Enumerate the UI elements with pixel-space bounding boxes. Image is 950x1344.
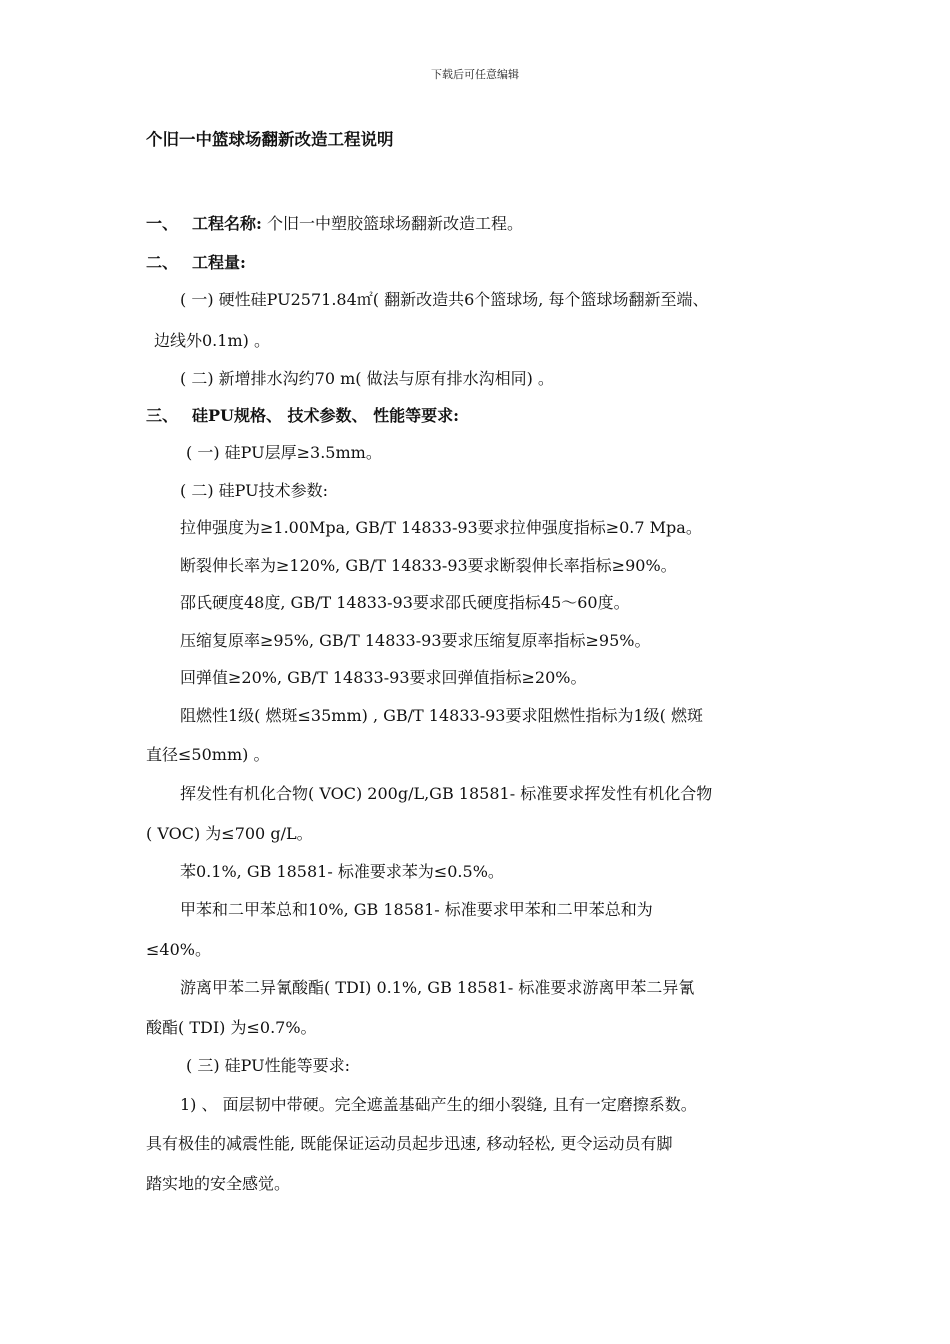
section-1-label: 工程名称: xyxy=(192,214,262,233)
section-3-number: 三、 xyxy=(146,406,179,425)
section-2-item-2: ( 二) 新增排水沟约70 m( 做法与原有排水沟相同) 。 xyxy=(180,369,554,388)
section-3-heading xyxy=(146,406,459,426)
param-tdi-line-2: 酸酯( TDI) 为≤0.7%。 xyxy=(146,1018,317,1037)
param-compression: 压缩复原率≥95%, GB/T 14833-93要求压缩复原率指标≥95%。 xyxy=(180,631,651,650)
header-note: 下载后可任意编辑 xyxy=(431,68,519,81)
param-rebound: 回弹值≥20%, GB/T 14833-93要求回弹值指标≥20%。 xyxy=(180,668,587,687)
param-toluene-line-1: 甲苯和二甲苯总和10%, GB 18581- 标准要求甲苯和二甲苯总和为 xyxy=(180,900,653,919)
section-1-text: 个旧一中塑胶篮球场翻新改造工程。 xyxy=(261,214,524,233)
param-voc-line-2: ( VOC) 为≤700 g/L。 xyxy=(146,824,313,843)
performance-line-1: 1) 、 面层韧中带硬。完全遮盖基础产生的细小裂缝, 且有一定磨擦系数。 xyxy=(180,1095,697,1114)
document-title: 个旧一中篮球场翻新改造工程说明 xyxy=(146,130,394,149)
section-2-item-1-line-2: 边线外0.1m) 。 xyxy=(154,331,270,350)
performance-line-3: 踏实地的安全感觉。 xyxy=(146,1174,291,1193)
param-tensile: 拉伸强度为≥1.00Mpa, GB/T 14833-93要求拉伸强度指标≥0.7 Mpa。 xyxy=(180,518,702,537)
section-2-number: 二、 xyxy=(146,253,179,272)
section-3-sub-1: ( 一) 硅PU层厚≥3.5mm。 xyxy=(186,443,382,462)
section-3-sub-3: ( 三) 硅PU性能等要求: xyxy=(186,1056,351,1075)
param-hardness: 邵氏硬度48度, GB/T 14833-93要求邵氏硬度指标45～60度。 xyxy=(180,593,630,612)
section-2-item-1-line-1: ( 一) 硬性硅PU2571.84㎡( 翻新改造共6个篮球场, 每个篮球场翻新至端、 xyxy=(180,290,709,309)
param-elongation: 断裂伸长率为≥120%, GB/T 14833-93要求断裂伸长率指标≥90%。 xyxy=(180,556,677,575)
section-3-sub-2: ( 二) 硅PU技术参数: xyxy=(180,481,329,500)
param-flame-line-2: 直径≤50mm) 。 xyxy=(146,745,270,764)
section-1-heading xyxy=(146,214,523,234)
performance-line-2: 具有极佳的减震性能, 既能保证运动员起步迅速, 移动轻松, 更令运动员有脚 xyxy=(146,1134,673,1153)
param-flame-line-1: 阻燃性1级( 燃斑≤35mm) , GB/T 14833-93要求阻燃性指标为1级( 燃斑 xyxy=(180,706,703,725)
section-2-heading xyxy=(146,253,246,273)
section-2-label: 工程量: xyxy=(192,253,246,272)
section-3-label: 硅PU规格、 技术参数、 性能等要求: xyxy=(192,406,460,425)
param-tdi-line-1: 游离甲苯二异氰酸酯( TDI) 0.1%, GB 18581- 标准要求游离甲苯二异氰 xyxy=(180,978,695,997)
param-toluene-line-2: ≤40%。 xyxy=(146,940,211,959)
param-voc-line-1: 挥发性有机化合物( VOC) 200g/L,GB 18581- 标准要求挥发性有机化合物 xyxy=(180,784,713,803)
param-benzene: 苯0.1%, GB 18581- 标准要求苯为≤0.5%。 xyxy=(180,862,504,881)
section-1-number: 一、 xyxy=(146,214,179,233)
